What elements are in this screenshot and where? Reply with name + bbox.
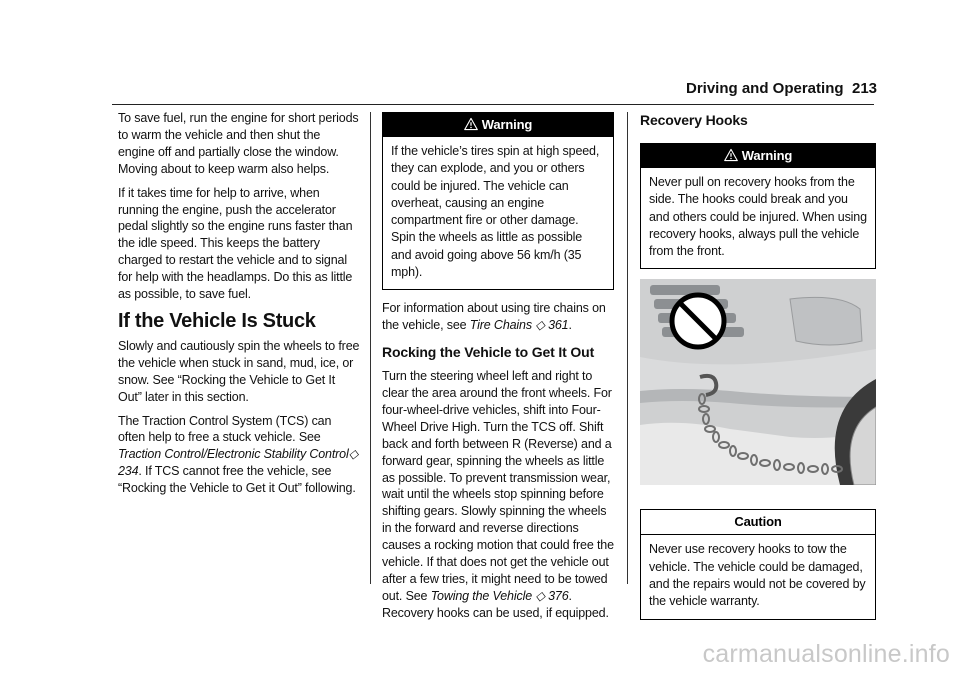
section-heading-recovery-hooks: Recovery Hooks bbox=[640, 112, 748, 128]
tcs-link[interactable]: Traction Control/Electronic Stability Control bbox=[118, 447, 349, 462]
chains-text: For information about using tire chains on the vehicle, see bbox=[382, 301, 606, 333]
warning-text: Never pull on recovery hooks from the side. The hooks could break and you and others could be injured. When using recovery hooks, always pull the vehicle from the front. bbox=[649, 174, 867, 259]
column-2 bbox=[382, 112, 614, 629]
tcs-page-ref[interactable]: ◇ 234 bbox=[118, 447, 359, 479]
header-section: Driving and Operating bbox=[686, 80, 844, 97]
column-divider-1 bbox=[370, 112, 371, 584]
warning-box-tire-spin bbox=[382, 112, 614, 290]
tire-chains-page-ref[interactable]: ◇ 361 bbox=[535, 318, 569, 333]
rocking-text: Turn the steering wheel left and right to clear the area around the front wheels. For four-wheel-drive vehicles, shift into Four-Wheel Drive High. Turn the TCS off. Shift back and forth between R (Reverse) and a forward gear, spinning the wheels as little as possible. To prevent transmission wear, wait until the wheels stop spinning before shifting gears. Slowly spinning the wheels in the forward and reverse directions causes a rocking motion that could free the vehicle. If that does not get the vehicle out after a few tries, it might need to be towed out. See bbox=[382, 369, 614, 603]
paragraph-save-fuel: To save fuel, run the engine for short periods to warm the vehicle and then shut the engine off and partially close the window. Moving about to keep warm also helps. bbox=[118, 111, 359, 176]
watermark-text: carmanualsonline.info bbox=[702, 640, 950, 668]
paragraph-help-arrive: If it takes time for help to arrive, when running the engine, push the accelerator pedal slightly so the engine runs faster than the idle speed. This keeps the battery charged to restart the vehicle and to signal for help with the headlamps. Do this as little as possible, to save fuel. bbox=[118, 185, 353, 302]
caution-box-recovery-hooks bbox=[640, 509, 876, 619]
recovery-hook-illustration bbox=[640, 279, 876, 485]
tcs-text: The Traction Control System (TCS) can often help to free a stuck vehicle. See bbox=[118, 413, 332, 445]
tcs-text-end: . If TCS cannot free the vehicle, see “Rocking the Vehicle to Get it Out” following. bbox=[118, 464, 356, 496]
caution-text: Never use recovery hooks to tow the vehicle. The vehicle could be damaged, and the repairs would not be covered by the vehicle warranty. bbox=[649, 542, 866, 609]
warning-text: If the vehicle’s tires spin at high speed, they can explode, and you or others could be injured. The vehicle can overheat, causing an engine compartment fire or other damage. Spin the wheels as little as possible and avoid going above 56 km/h (35 mph). bbox=[391, 144, 600, 280]
section-heading-stuck: If the Vehicle Is Stuck bbox=[118, 309, 316, 332]
towing-link[interactable]: Towing the Vehicle bbox=[430, 588, 532, 603]
prohibited-icon bbox=[672, 295, 724, 347]
watermark bbox=[0, 640, 960, 669]
section-heading-rocking: Rocking the Vehicle to Get It Out bbox=[382, 344, 595, 361]
paragraph-tire-chains bbox=[382, 300, 614, 334]
rocking-text-end: . Recovery hooks can be used, if equipped. bbox=[382, 588, 609, 620]
warning-bar bbox=[641, 144, 875, 168]
warning-bar bbox=[383, 113, 613, 137]
warning-title: Warning bbox=[741, 147, 793, 163]
paragraph-rocking bbox=[382, 368, 614, 622]
running-header bbox=[686, 80, 844, 102]
column-divider-2 bbox=[627, 112, 628, 584]
page-number: 213 bbox=[852, 80, 878, 97]
column-3 bbox=[640, 112, 876, 628]
warning-triangle-icon bbox=[464, 117, 478, 131]
column-1 bbox=[118, 110, 360, 504]
caution-title: Caution bbox=[641, 510, 875, 535]
chains-text-end: . bbox=[568, 318, 572, 333]
towing-page-ref[interactable]: ◇ 376 bbox=[535, 588, 569, 603]
header-rule bbox=[112, 104, 874, 105]
paragraph-spin-wheels: Slowly and cautiously spin the wheels to free the vehicle when stuck in sand, mud, ice, or snow. See “Rocking the Vehicle to Get It Out” later in this section. bbox=[118, 338, 360, 404]
warning-title: Warning bbox=[481, 117, 533, 132]
tire-chains-link[interactable]: Tire Chains bbox=[469, 318, 532, 333]
warning-triangle-icon bbox=[724, 148, 738, 162]
warning-box-recovery-hooks bbox=[640, 143, 876, 269]
paragraph-tcs bbox=[118, 413, 360, 498]
